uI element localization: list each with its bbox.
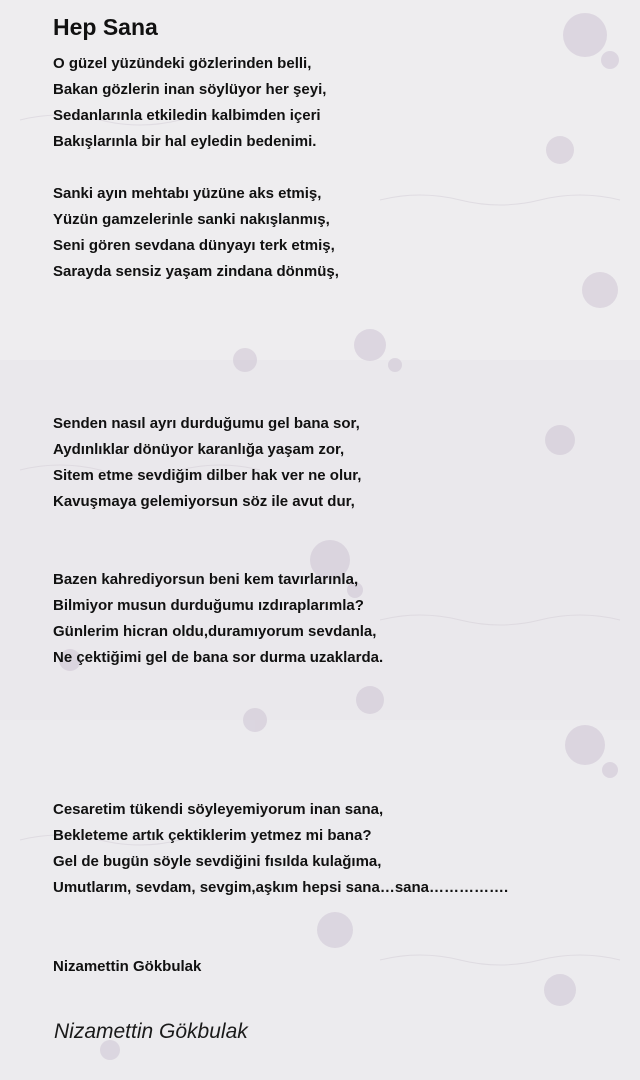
poem-line: Yüzün gamzelerinle sanki nakışlanmış, [53, 211, 330, 228]
poem-line: Aydınlıklar dönüyor karanlığa yaşam zor, [53, 441, 345, 458]
poem-line: O güzel yüzündeki gözlerinden belli, [53, 55, 312, 72]
poem-line: Kavuşmaya gelemiyorsun söz ile avut dur, [53, 493, 355, 510]
poem-line: Sarayda sensiz yaşam zindana dönmüş, [53, 263, 339, 280]
poem-stanza-3 [53, 411, 361, 515]
poem-line: Sitem etme sevdiğim dilber hak ver ne olur, [53, 467, 362, 484]
poem-line: Sanki ayın mehtabı yüzüne aks etmiş, [53, 185, 322, 202]
poem-stanza-4 [53, 567, 383, 671]
poem-line: Bakışlarınla bir hal eyledin bedenimi. [53, 133, 317, 150]
poem-line: Bakan gözlerin inan söylüyor her şeyi, [53, 81, 327, 98]
poem-stanza-1 [53, 51, 326, 155]
poem-title: Hep Sana [53, 14, 158, 40]
poem-line: Senden nasıl ayrı durduğumu gel bana sor, [53, 415, 360, 432]
poem-line: Umutlarım, sevdam, sevgim,aşkım hepsi sana…sana……………. [53, 879, 509, 896]
poem-line: Cesaretim tükendi söyleyemiyorum inan sana, [53, 801, 384, 818]
poem-line: Bazen kahrediyorsun beni kem tavırlarınla, [53, 571, 359, 588]
poem-line: Seni gören sevdana dünyayı terk etmiş, [53, 237, 335, 254]
author-signature: Nizamettin Gökbulak [54, 1020, 248, 1043]
poem-stanza-2 [53, 181, 339, 285]
poem-line: Ne çektiğimi gel de bana sor durma uzaklarda. [53, 649, 384, 666]
poem-line: Günlerim hicran oldu,duramıyorum sevdanla, [53, 623, 377, 640]
poem-line: Bilmiyor musun durduğumu ızdıraplarımla? [53, 597, 364, 614]
poem-line: Gel de bugün söyle sevdiğini fısılda kulağıma, [53, 853, 382, 870]
poem-line: Bekleteme artık çektiklerim yetmez mi bana? [53, 827, 372, 844]
poem-author: Nizamettin Gökbulak [53, 958, 202, 975]
poem-line: Sedanlarınla etkiledin kalbimden içeri [53, 107, 321, 124]
poem-stanza-5 [53, 797, 508, 901]
